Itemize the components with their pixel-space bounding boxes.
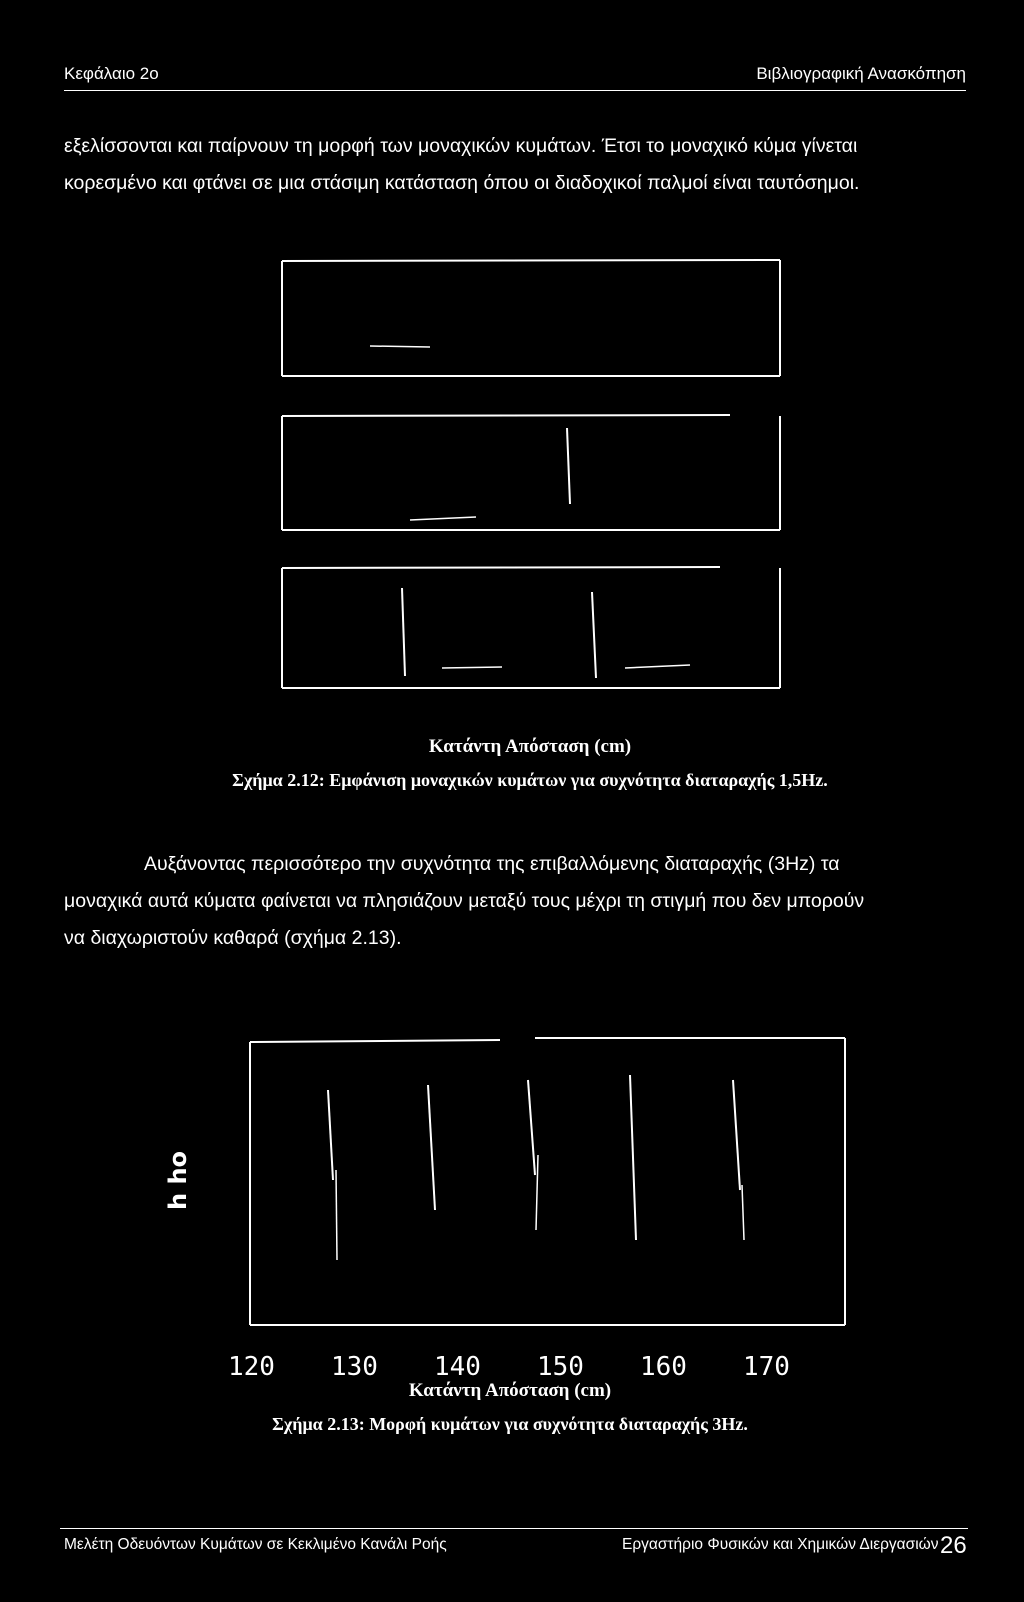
x-tick-label: 120 <box>228 1352 275 1382</box>
figure-2-13-plot <box>150 1030 870 1440</box>
wave-2 <box>428 1085 435 1210</box>
y-axis-label: h ho <box>164 1150 192 1210</box>
paragraph-2-line-3: να διαχωριστούν καθαρά (σχήμα 2.13). <box>64 927 402 949</box>
wave-4 <box>630 1075 636 1240</box>
x-tick-label: 170 <box>743 1352 790 1382</box>
figure-2-12-caption: Σχήμα 2.12: Εμφάνιση μοναχικών κυμάτων για συχνότητα διαταραχής 1,5Hz. <box>232 770 828 790</box>
x-tick-labels <box>228 1352 790 1382</box>
figure-2-13 <box>150 1030 870 1440</box>
wave-1 <box>328 1090 337 1260</box>
footer-title: Μελέτη Οδευόντων Κυμάτων σε Κεκλιμένο Κανάλι Ροής <box>64 1536 447 1553</box>
figure-2-13-caption: Σχήμα 2.13: Μορφή κυμάτων για συχνότητα διαταραχής 3Hz. <box>272 1414 748 1434</box>
chapter-label: Κεφάλαιο 2ο <box>64 64 159 83</box>
footer-rule <box>60 1528 968 1530</box>
wave-3 <box>528 1080 538 1230</box>
x-tick-label: 160 <box>640 1352 687 1382</box>
paragraph-2-line-2: μοναχικά αυτά κύματα φαίνεται να πλησιάζουν μεταξύ τους μέχρι τη στιγμή που δεν μπορούν <box>64 890 865 912</box>
frame-top-left <box>250 1040 500 1042</box>
wave-panel-1 <box>282 260 780 376</box>
paragraph-2-line-1: Αυξάνοντας περισσότερο την συχνότητα της επιβαλλόμενης διαταραχής (3Hz) τα <box>144 853 840 875</box>
paragraph-2 <box>64 846 966 957</box>
x-tick-label: 140 <box>434 1352 481 1382</box>
figure-2-12-xlabel: Κατάντη Απόσταση (cm) <box>428 736 632 757</box>
paragraph-1-line-1: εξελίσσονται και παίρνουν τη μορφή των μοναχικών κυμάτων. Έτσι το μοναχικό κύμα γίνεται <box>64 135 858 157</box>
paragraph-1 <box>64 128 966 202</box>
x-tick-label: 150 <box>537 1352 584 1382</box>
page-header <box>64 62 966 91</box>
paragraph-1-line-2: κορεσμένο και φτάνει σε μια στάσιμη κατάσταση όπου οι διαδοχικοί παλμοί είναι ταυτόσημοι. <box>64 172 860 194</box>
figure-2-12-plot <box>280 258 780 708</box>
figure-2-12 <box>280 258 780 708</box>
wave-panel-2 <box>282 415 780 530</box>
x-tick-label: 130 <box>331 1352 378 1382</box>
wave-panel-3 <box>282 567 780 688</box>
section-label: Βιβλιογραφική Ανασκόπηση <box>756 64 966 83</box>
page-number: 26 <box>940 1532 967 1559</box>
footer-lab: Εργαστήριο Φυσικών και Χημικών Διεργασιών <box>622 1536 939 1553</box>
figure-2-13-xlabel: Κατάντη Απόσταση (cm) <box>408 1380 612 1401</box>
wave-5 <box>733 1080 744 1240</box>
